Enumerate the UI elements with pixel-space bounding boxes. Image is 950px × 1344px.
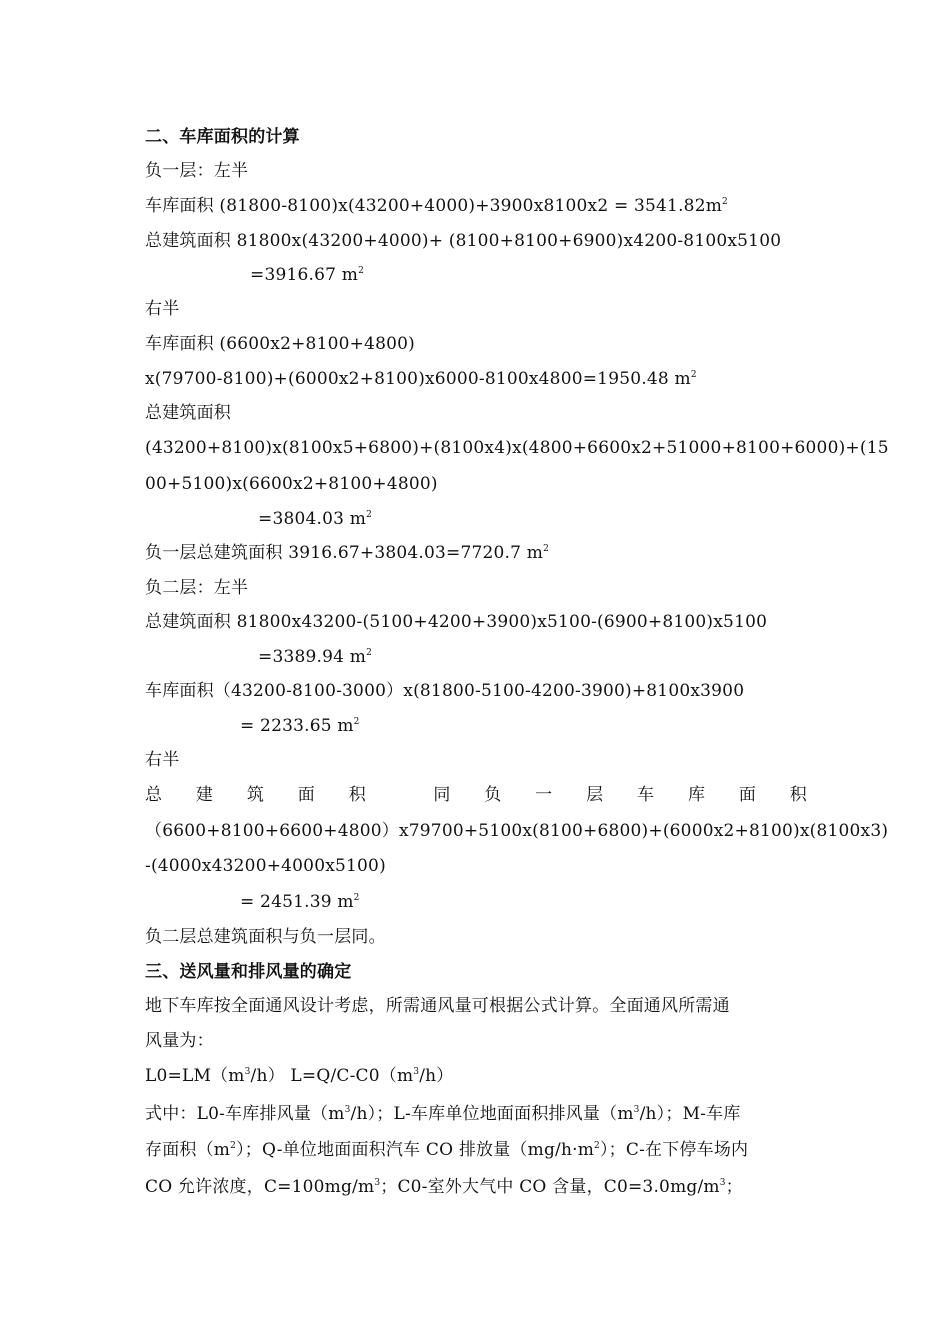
b1-sum: 负一层总建筑面积 3916.67+3804.03=7720.7 $m^2$ xyxy=(145,543,550,563)
b2-left-garage: 车库面积（43200-8100-3000）x(81800-5100-4200-3900)+8100x3900 xyxy=(145,681,745,701)
section-heading-2: 二、车库面积的计算 xyxy=(145,127,300,147)
para1-b: 风量为： xyxy=(145,1031,214,1051)
b2-right-a: （6600+8100+6600+4800）x79700+5100x(8100+6800)+(6000x2+8100)x(8100x3) xyxy=(145,821,889,841)
b1-title: 负一层：左半 xyxy=(145,161,249,181)
b2-right-spaced-line xyxy=(145,784,807,806)
definition-line-3: CO 允许浓度，$C=100mg/m^3$；C0-室外大气中 CO 含量，$C0=3.0mg/m^3$； xyxy=(145,1177,743,1197)
b1-right-title: 右半 xyxy=(145,299,180,319)
b1-right-garage-a: 车库面积 (6600x2+8100+4800) xyxy=(145,334,415,354)
b1-right-total-a: (43200+8100)x(8100x5+6800)+(8100x4)x(4800+6600x2+51000+8100+6000)+(15 xyxy=(145,438,889,458)
b2-left-total-result: =3389.94 $m^2$ xyxy=(258,647,373,667)
b2-sum: 负二层总建筑面积与负一层同。 xyxy=(145,927,386,947)
b1-right-total-result: =3804.03 $m^2$ xyxy=(258,509,373,529)
b2-title: 负二层：左半 xyxy=(145,578,249,598)
spaced-char: 层 xyxy=(586,785,604,805)
b2-left-total: 总建筑面积 81800x43200-(5100+4200+3900)x5100-(6900+8100)x5100 xyxy=(145,612,768,632)
spaced-char: 库 xyxy=(687,785,706,805)
section-heading-3: 三、送风量和排风量的确定 xyxy=(145,962,352,982)
spaced-char: 积 xyxy=(789,785,807,805)
spaced-char: 筑 xyxy=(246,785,265,805)
spaced-char: 积 xyxy=(348,785,366,805)
spaced-char: 面 xyxy=(738,785,757,805)
b2-right-result: = 2451.39 $m^2$ xyxy=(240,892,360,912)
b1-right-total-label: 总建筑面积 xyxy=(145,403,231,423)
b2-right-b: -(4000x43200+4000x5100) xyxy=(145,856,386,876)
b1-left-total-result: =3916.67 $m^2$ xyxy=(250,265,365,285)
b1-left-garage: 车库面积 $(81800-8100)x(43200+4000)+3900x8100x2 = 3541.82m^2$ xyxy=(145,196,728,216)
b1-left-total: 总建筑面积 81800x(43200+4000)+ (8100+8100+6900)x4200-8100x5100 xyxy=(145,231,782,251)
para1-a: 地下车库按全面通风设计考虑，所需通风量可根据公式计算。全面通风所需通 xyxy=(145,996,730,1016)
formula-line: $L0=LM(m^3/h)$ $L=Q/C-C0(m^3/h)$ xyxy=(145,1066,454,1086)
spaced-char: 同 xyxy=(433,785,451,805)
spaced-char: 一 xyxy=(535,785,553,805)
spaced-char: 负 xyxy=(484,785,502,805)
spaced-char: 建 xyxy=(195,785,214,805)
b2-left-garage-result: = 2233.65 $m^2$ xyxy=(240,716,360,736)
b1-right-total-b: 00+5100)x(6600x2+8100+4800) xyxy=(145,474,438,494)
definition-line-1: 式中：L0-车库排风量$(m^3/h)$；L-车库单位地面面积排风量$(m^3/h)$；M-车库 xyxy=(145,1104,741,1124)
b1-right-garage-b: x(79700-8100)+(6000x2+8100)x6000-8100x4800=1950.48 $m^2$ xyxy=(145,369,697,389)
spaced-char: 车 xyxy=(637,785,655,805)
spaced-char: 总 xyxy=(145,785,163,805)
b2-right-title: 右半 xyxy=(145,750,180,770)
spaced-char: 面 xyxy=(297,785,315,805)
definition-line-2: 存面积$(m^2)$；Q-单位地面面积汽车 CO 排放量$(mg/h\cdot m^2)$；C-在下停车场内 xyxy=(145,1140,749,1160)
